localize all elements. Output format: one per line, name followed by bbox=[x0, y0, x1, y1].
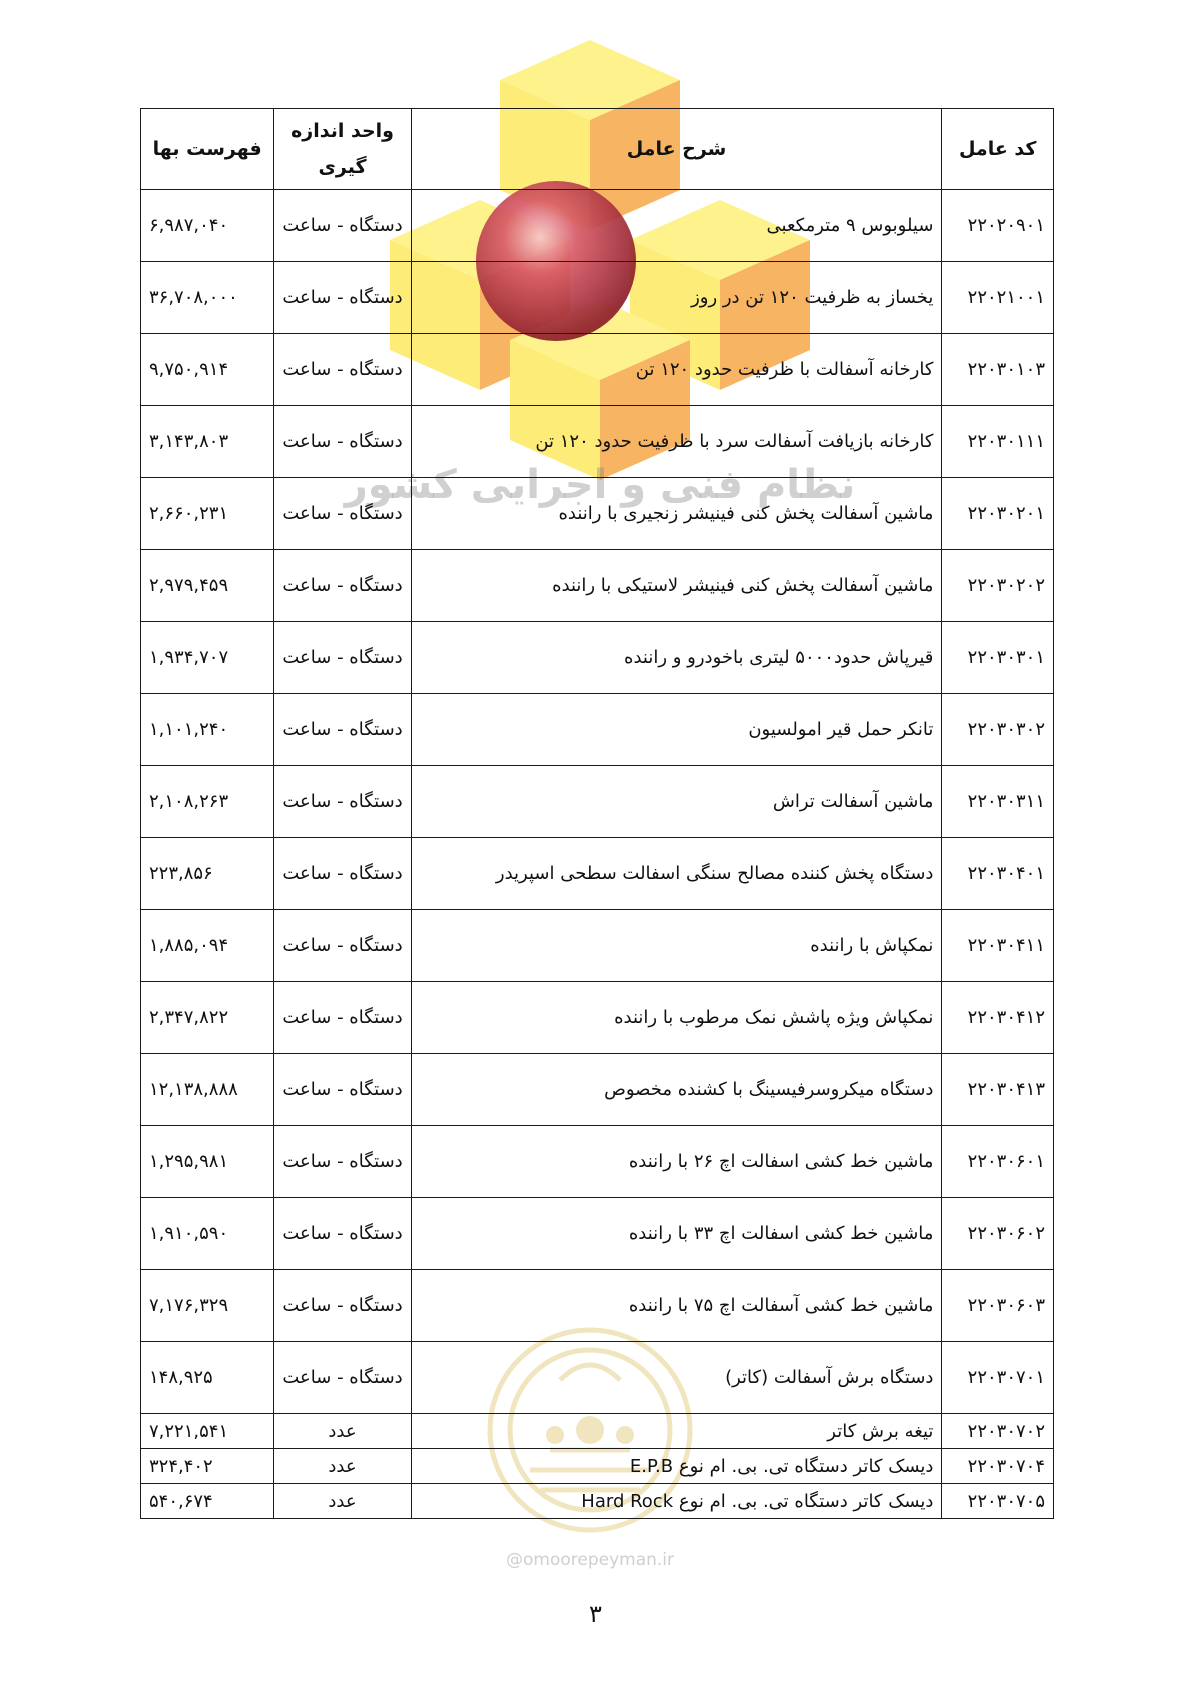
cell-code: ۲۲۰۳۰۷۰۴ bbox=[942, 1449, 1054, 1484]
header-unit: واحد اندازه گیری bbox=[274, 109, 411, 190]
cell-price: ۱۴۸,۹۲۵ bbox=[141, 1342, 274, 1414]
cell-unit: دستگاه - ساعت bbox=[274, 838, 411, 910]
table-row bbox=[141, 406, 1054, 478]
cell-code: ۲۲۰۳۰۴۱۳ bbox=[942, 1054, 1054, 1126]
table-row bbox=[141, 766, 1054, 838]
cell-unit: دستگاه - ساعت bbox=[274, 262, 411, 334]
cell-price: ۲,۳۴۷,۸۲۲ bbox=[141, 982, 274, 1054]
cell-description: دستگاه پخش کننده مصالح سنگی اسفالت سطحی اسپریدر bbox=[411, 838, 942, 910]
cell-description: ماشین آسفالت پخش کنی فینیشر لاستیکی با راننده bbox=[411, 550, 942, 622]
cell-price: ۱,۸۸۵,۰۹۴ bbox=[141, 910, 274, 982]
cell-description: ماشین خط کشی اسفالت اچ ۲۶ با راننده bbox=[411, 1126, 942, 1198]
cell-price: ۶,۹۸۷,۰۴۰ bbox=[141, 190, 274, 262]
cell-code: ۲۲۰۳۰۷۰۱ bbox=[942, 1342, 1054, 1414]
table-row bbox=[141, 982, 1054, 1054]
table-row bbox=[141, 1449, 1054, 1484]
cell-description: ماشین خط کشی اسفالت اچ ۳۳ با راننده bbox=[411, 1198, 942, 1270]
cell-code: ۲۲۰۳۰۴۱۱ bbox=[942, 910, 1054, 982]
cell-unit: دستگاه - ساعت bbox=[274, 766, 411, 838]
cell-unit: دستگاه - ساعت bbox=[274, 550, 411, 622]
cell-description: قیرپاش حدود۵۰۰۰ لیتری باخودرو و راننده bbox=[411, 622, 942, 694]
cell-price: ۲,۹۷۹,۴۵۹ bbox=[141, 550, 274, 622]
cell-unit: دستگاه - ساعت bbox=[274, 910, 411, 982]
table-row bbox=[141, 1484, 1054, 1519]
table-row bbox=[141, 838, 1054, 910]
cell-code: ۲۲۰۳۰۶۰۲ bbox=[942, 1198, 1054, 1270]
page-number: ۳ bbox=[589, 1600, 602, 1628]
table-row bbox=[141, 1342, 1054, 1414]
table-header-row bbox=[141, 109, 1054, 190]
cell-code: ۲۲۰۳۰۲۰۱ bbox=[942, 478, 1054, 550]
cell-description: دستگاه میکروسرفیسینگ با کشنده مخصوص bbox=[411, 1054, 942, 1126]
cell-code: ۲۲۰۳۰۶۰۳ bbox=[942, 1270, 1054, 1342]
cell-description: تیغه برش کاتر bbox=[411, 1414, 942, 1449]
cell-description: دیسک کاتر دستگاه تی. بی. ام نوع Hard Rock bbox=[411, 1484, 942, 1519]
table-row bbox=[141, 694, 1054, 766]
table-row bbox=[141, 1270, 1054, 1342]
cell-code: ۲۲۰۳۰۴۰۱ bbox=[942, 838, 1054, 910]
cell-price: ۳,۱۴۳,۸۰۳ bbox=[141, 406, 274, 478]
table-row bbox=[141, 622, 1054, 694]
table-row bbox=[141, 190, 1054, 262]
header-price: فهرست بها bbox=[141, 109, 274, 190]
cell-description: ماشین خط کشی آسفالت اچ ۷۵ با راننده bbox=[411, 1270, 942, 1342]
cell-description: نمکپاش با راننده bbox=[411, 910, 942, 982]
cell-code: ۲۲۰۳۰۱۱۱ bbox=[942, 406, 1054, 478]
cell-description: دستگاه برش آسفالت (کاتر) bbox=[411, 1342, 942, 1414]
cell-code: ۲۲۰۳۰۷۰۲ bbox=[942, 1414, 1054, 1449]
cell-code: ۲۲۰۳۰۳۱۱ bbox=[942, 766, 1054, 838]
table-row bbox=[141, 550, 1054, 622]
cell-code: ۲۲۰۳۰۳۰۲ bbox=[942, 694, 1054, 766]
table-row bbox=[141, 262, 1054, 334]
cell-code: ۲۲۰۳۰۲۰۲ bbox=[942, 550, 1054, 622]
cell-description: کارخانه بازیافت آسفالت سرد با ظرفیت حدود ۱۲۰ تن bbox=[411, 406, 942, 478]
table-row bbox=[141, 1198, 1054, 1270]
cell-price: ۱,۹۱۰,۵۹۰ bbox=[141, 1198, 274, 1270]
cell-description: ماشین آسفالت تراش bbox=[411, 766, 942, 838]
cell-unit: دستگاه - ساعت bbox=[274, 622, 411, 694]
cell-unit: عدد bbox=[274, 1414, 411, 1449]
cell-unit: دستگاه - ساعت bbox=[274, 1054, 411, 1126]
cell-price: ۵۴۰,۶۷۴ bbox=[141, 1484, 274, 1519]
cell-code: ۲۲۰۳۰۶۰۱ bbox=[942, 1126, 1054, 1198]
cell-description: دیسک کاتر دستگاه تی. بی. ام نوع E.P.B bbox=[411, 1449, 942, 1484]
cell-unit: دستگاه - ساعت bbox=[274, 190, 411, 262]
cell-code: ۲۲۰۳۰۱۰۳ bbox=[942, 334, 1054, 406]
cell-price: ۹,۷۵۰,۹۱۴ bbox=[141, 334, 274, 406]
cell-description: کارخانه آسفالت با ظرفیت حدود ۱۲۰ تن bbox=[411, 334, 942, 406]
cell-price: ۷,۱۷۶,۳۲۹ bbox=[141, 1270, 274, 1342]
cell-price: ۱,۲۹۵,۹۸۱ bbox=[141, 1126, 274, 1198]
cell-unit: عدد bbox=[274, 1449, 411, 1484]
cell-price: ۳۶,۷۰۸,۰۰۰ bbox=[141, 262, 274, 334]
watermark-org-text: نظام فنی و اجرایی کشور bbox=[344, 462, 856, 508]
cell-unit: دستگاه - ساعت bbox=[274, 334, 411, 406]
table-row bbox=[141, 334, 1054, 406]
cell-unit: دستگاه - ساعت bbox=[274, 694, 411, 766]
cell-price: ۳۲۴,۴۰۲ bbox=[141, 1449, 274, 1484]
cell-price: ۲,۱۰۸,۲۶۳ bbox=[141, 766, 274, 838]
table-row bbox=[141, 1414, 1054, 1449]
header-description: شرح عامل bbox=[411, 109, 942, 190]
cell-price: ۱,۱۰۱,۲۴۰ bbox=[141, 694, 274, 766]
cell-code: ۲۲۰۳۰۷۰۵ bbox=[942, 1484, 1054, 1519]
cell-code: ۲۲۰۲۰۹۰۱ bbox=[942, 190, 1054, 262]
header-code: کد عامل bbox=[942, 109, 1054, 190]
watermark-site: @omoorepeyman.ir bbox=[505, 1550, 675, 1570]
cell-unit: دستگاه - ساعت bbox=[274, 1198, 411, 1270]
table-row bbox=[141, 478, 1054, 550]
cell-unit: عدد bbox=[274, 1484, 411, 1519]
cell-price: ۱,۹۳۴,۷۰۷ bbox=[141, 622, 274, 694]
cell-price: ۲,۶۶۰,۲۳۱ bbox=[141, 478, 274, 550]
table-row bbox=[141, 1054, 1054, 1126]
cell-price: ۷,۲۲۱,۵۴۱ bbox=[141, 1414, 274, 1449]
cell-unit: دستگاه - ساعت bbox=[274, 1270, 411, 1342]
cell-unit: دستگاه - ساعت bbox=[274, 406, 411, 478]
cell-description: نمکپاش ویژه پاشش نمک مرطوب با راننده bbox=[411, 982, 942, 1054]
cell-unit: دستگاه - ساعت bbox=[274, 1126, 411, 1198]
cell-price: ۲۲۳,۸۵۶ bbox=[141, 838, 274, 910]
cell-description: سیلوبوس ۹ مترمکعبی bbox=[411, 190, 942, 262]
cell-code: ۲۲۰۳۰۳۰۱ bbox=[942, 622, 1054, 694]
table-row bbox=[141, 910, 1054, 982]
cell-unit: دستگاه - ساعت bbox=[274, 1342, 411, 1414]
table-body bbox=[141, 190, 1054, 1519]
cell-unit: دستگاه - ساعت bbox=[274, 478, 411, 550]
cell-code: ۲۲۰۲۱۰۰۱ bbox=[942, 262, 1054, 334]
cell-price: ۱۲,۱۳۸,۸۸۸ bbox=[141, 1054, 274, 1126]
price-list-table bbox=[140, 108, 1054, 1519]
cell-description: یخساز به ظرفیت ۱۲۰ تن در روز bbox=[411, 262, 942, 334]
table-row bbox=[141, 1126, 1054, 1198]
cell-description: تانکر حمل قیر امولسیون bbox=[411, 694, 942, 766]
cell-description: ماشین آسفالت پخش کنی فینیشر زنجیری با راننده bbox=[411, 478, 942, 550]
cell-unit: دستگاه - ساعت bbox=[274, 982, 411, 1054]
cell-code: ۲۲۰۳۰۴۱۲ bbox=[942, 982, 1054, 1054]
